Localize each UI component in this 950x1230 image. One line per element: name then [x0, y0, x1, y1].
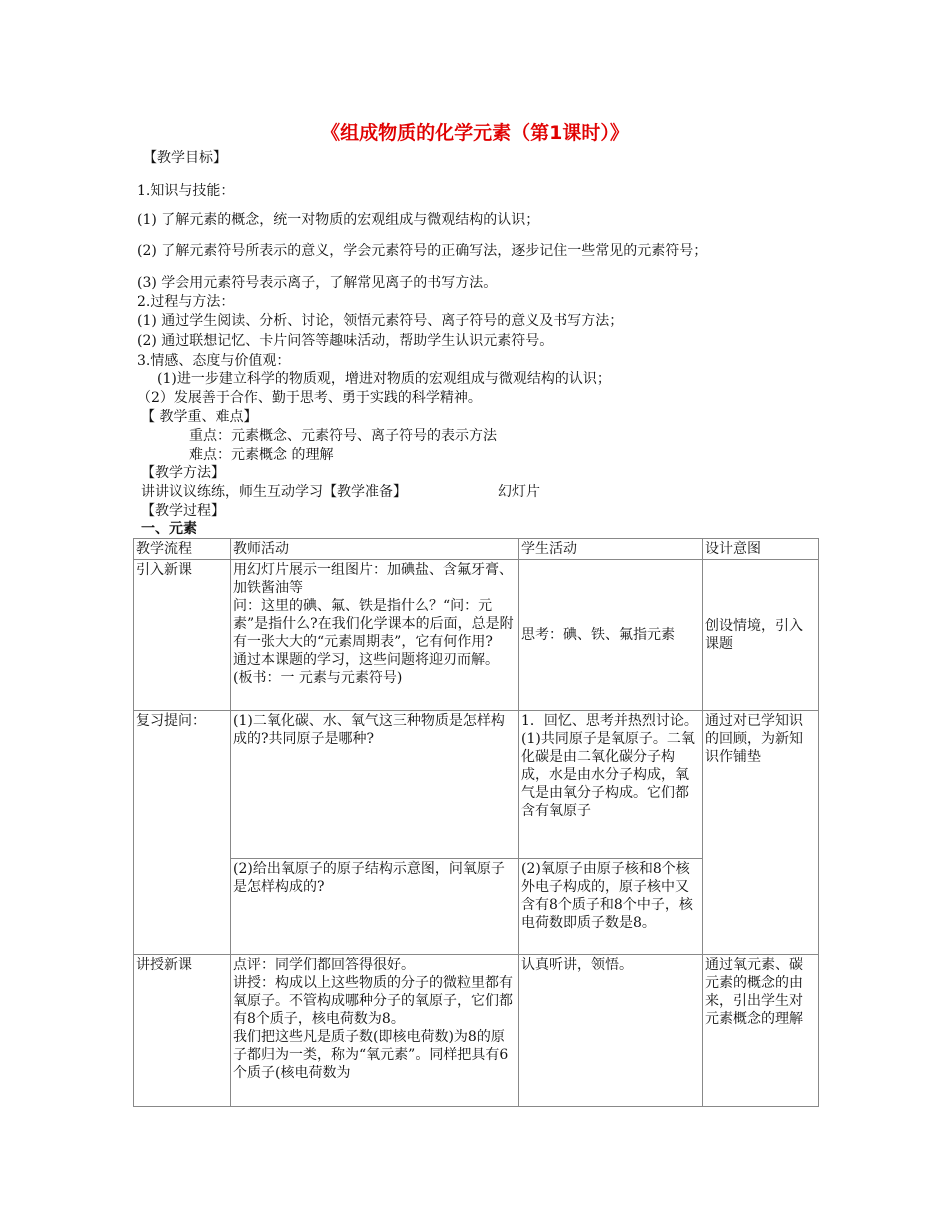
key-points-heading: 【 教学重、难点】	[141, 409, 258, 425]
header-intent: 设计意图	[703, 539, 819, 560]
table-row	[134, 955, 819, 1107]
teacher-cell: 点评：同学们都回答得很好。 讲授：构成以上这些物质的分子的微粒里都有氧原子。不管构成哪种分子的氧原子，它们都有8个质子，核电荷数为8。 我们把这些凡是质子数(即核电荷数)为8的原子都归为一类，称为“氧元素”。同样把具有6个质子(核电荷数为	[231, 955, 519, 1107]
intent-cell: 通过对已学知识的回顾，为新知识作铺垫	[703, 711, 819, 955]
knowledge-item-1: (1) 了解元素的概念，统一对物质的宏观组成与微观结构的认识；	[137, 212, 540, 228]
attitude-item-1: (1)进一步建立科学的物质观，增进对物质的宏观组成与微观结构的认识；	[157, 371, 611, 387]
method-heading: 【教学方法】	[141, 465, 225, 481]
goals-heading: 【教学目标】	[143, 150, 227, 166]
process-heading: 【教学过程】	[141, 503, 225, 519]
intent-cell: 通过氧元素、碳元素的概念的由来，引出学生对元素概念的理解	[703, 955, 819, 1107]
student-cell: 思考：碘、铁、氟指元素	[519, 560, 703, 711]
table-row	[134, 560, 819, 711]
prep-text: 幻灯片	[498, 484, 540, 500]
flow-cell: 讲授新课	[134, 955, 231, 1107]
table-row	[134, 711, 819, 859]
teacher-cell: (1)二氧化碳、水、氧气这三种物质是怎样构成的?共同原子是哪种?	[231, 711, 519, 859]
teacher-cell: 用幻灯片展示一组图片：加碘盐、含氟牙膏、加铁酱油等 问：这里的碘、氟、铁是指什么？“问：元素”是指什么?在我们化学课本的后面，总是附有一张大大的“元素周期表”，它有何作用? 通过本课题的学习，这些问题将迎刃而解。(板书：一 元素与元素符号)	[231, 560, 519, 711]
header-student: 学生活动	[519, 539, 703, 560]
student-cell: (2)氧原子由原子核和8个核外电子构成的，原子核中又含有8个质子和8个中子，核电荷数即质子数是8。	[519, 859, 703, 955]
process-method-heading: 2.过程与方法：	[137, 294, 235, 310]
header-teacher: 教师活动	[231, 539, 519, 560]
flow-cell: 引入新课	[134, 560, 231, 711]
knowledge-skills-heading: 1.知识与技能：	[137, 183, 235, 199]
table-header-row	[134, 539, 819, 560]
teacher-cell: (2)给出氧原子的原子结构示意图，问氧原子是怎样构成的?	[231, 859, 519, 955]
section-heading: 一、元素	[141, 521, 197, 537]
knowledge-item-2: (2) 了解元素符号所表示的意义，学会元素符号的正确写法，逐步记住一些常见的元素符号；	[137, 243, 708, 259]
process-item-1: (1) 通过学生阅读、分析、讨论，领悟元素符号、离子符号的意义及书写方法；	[137, 313, 624, 329]
document-title: 《组成物质的化学元素（第1课时）》	[321, 122, 629, 144]
student-cell: 认真听讲，领悟。	[519, 955, 703, 1107]
student-cell: 1．回忆、思考并热烈讨论。 (1)共同原子是氧原子。二氧化碳是由二氧化碳分子构成，水是由水分子构成，氧气是由氧分子构成。它们都含有氧原子	[519, 711, 703, 859]
attitude-item-2: （2）发展善于合作、勤于思考、勇于实践的科学精神。	[137, 390, 482, 406]
method-text: 讲讲议议练练，师生互动学习【教学准备】	[141, 484, 407, 500]
flow-cell: 复习提问：	[134, 711, 231, 955]
header-flow: 教学流程	[134, 539, 231, 560]
knowledge-item-3: (3) 学会用元素符号表示离子，了解常见离子的书写方法。	[137, 275, 498, 291]
attitude-heading: 3.情感、态度与价值观：	[137, 353, 291, 369]
key-point: 重点：元素概念、元素符号、离子符号的表示方法	[189, 428, 497, 444]
intent-cell: 创设情境，引入课题	[703, 560, 819, 711]
difficult-point: 难点：元素概念 的理解	[189, 447, 334, 463]
process-item-2: (2) 通过联想记忆、卡片问答等趣味活动，帮助学生认识元素符号。	[137, 333, 554, 349]
teaching-process-table	[133, 538, 819, 1107]
